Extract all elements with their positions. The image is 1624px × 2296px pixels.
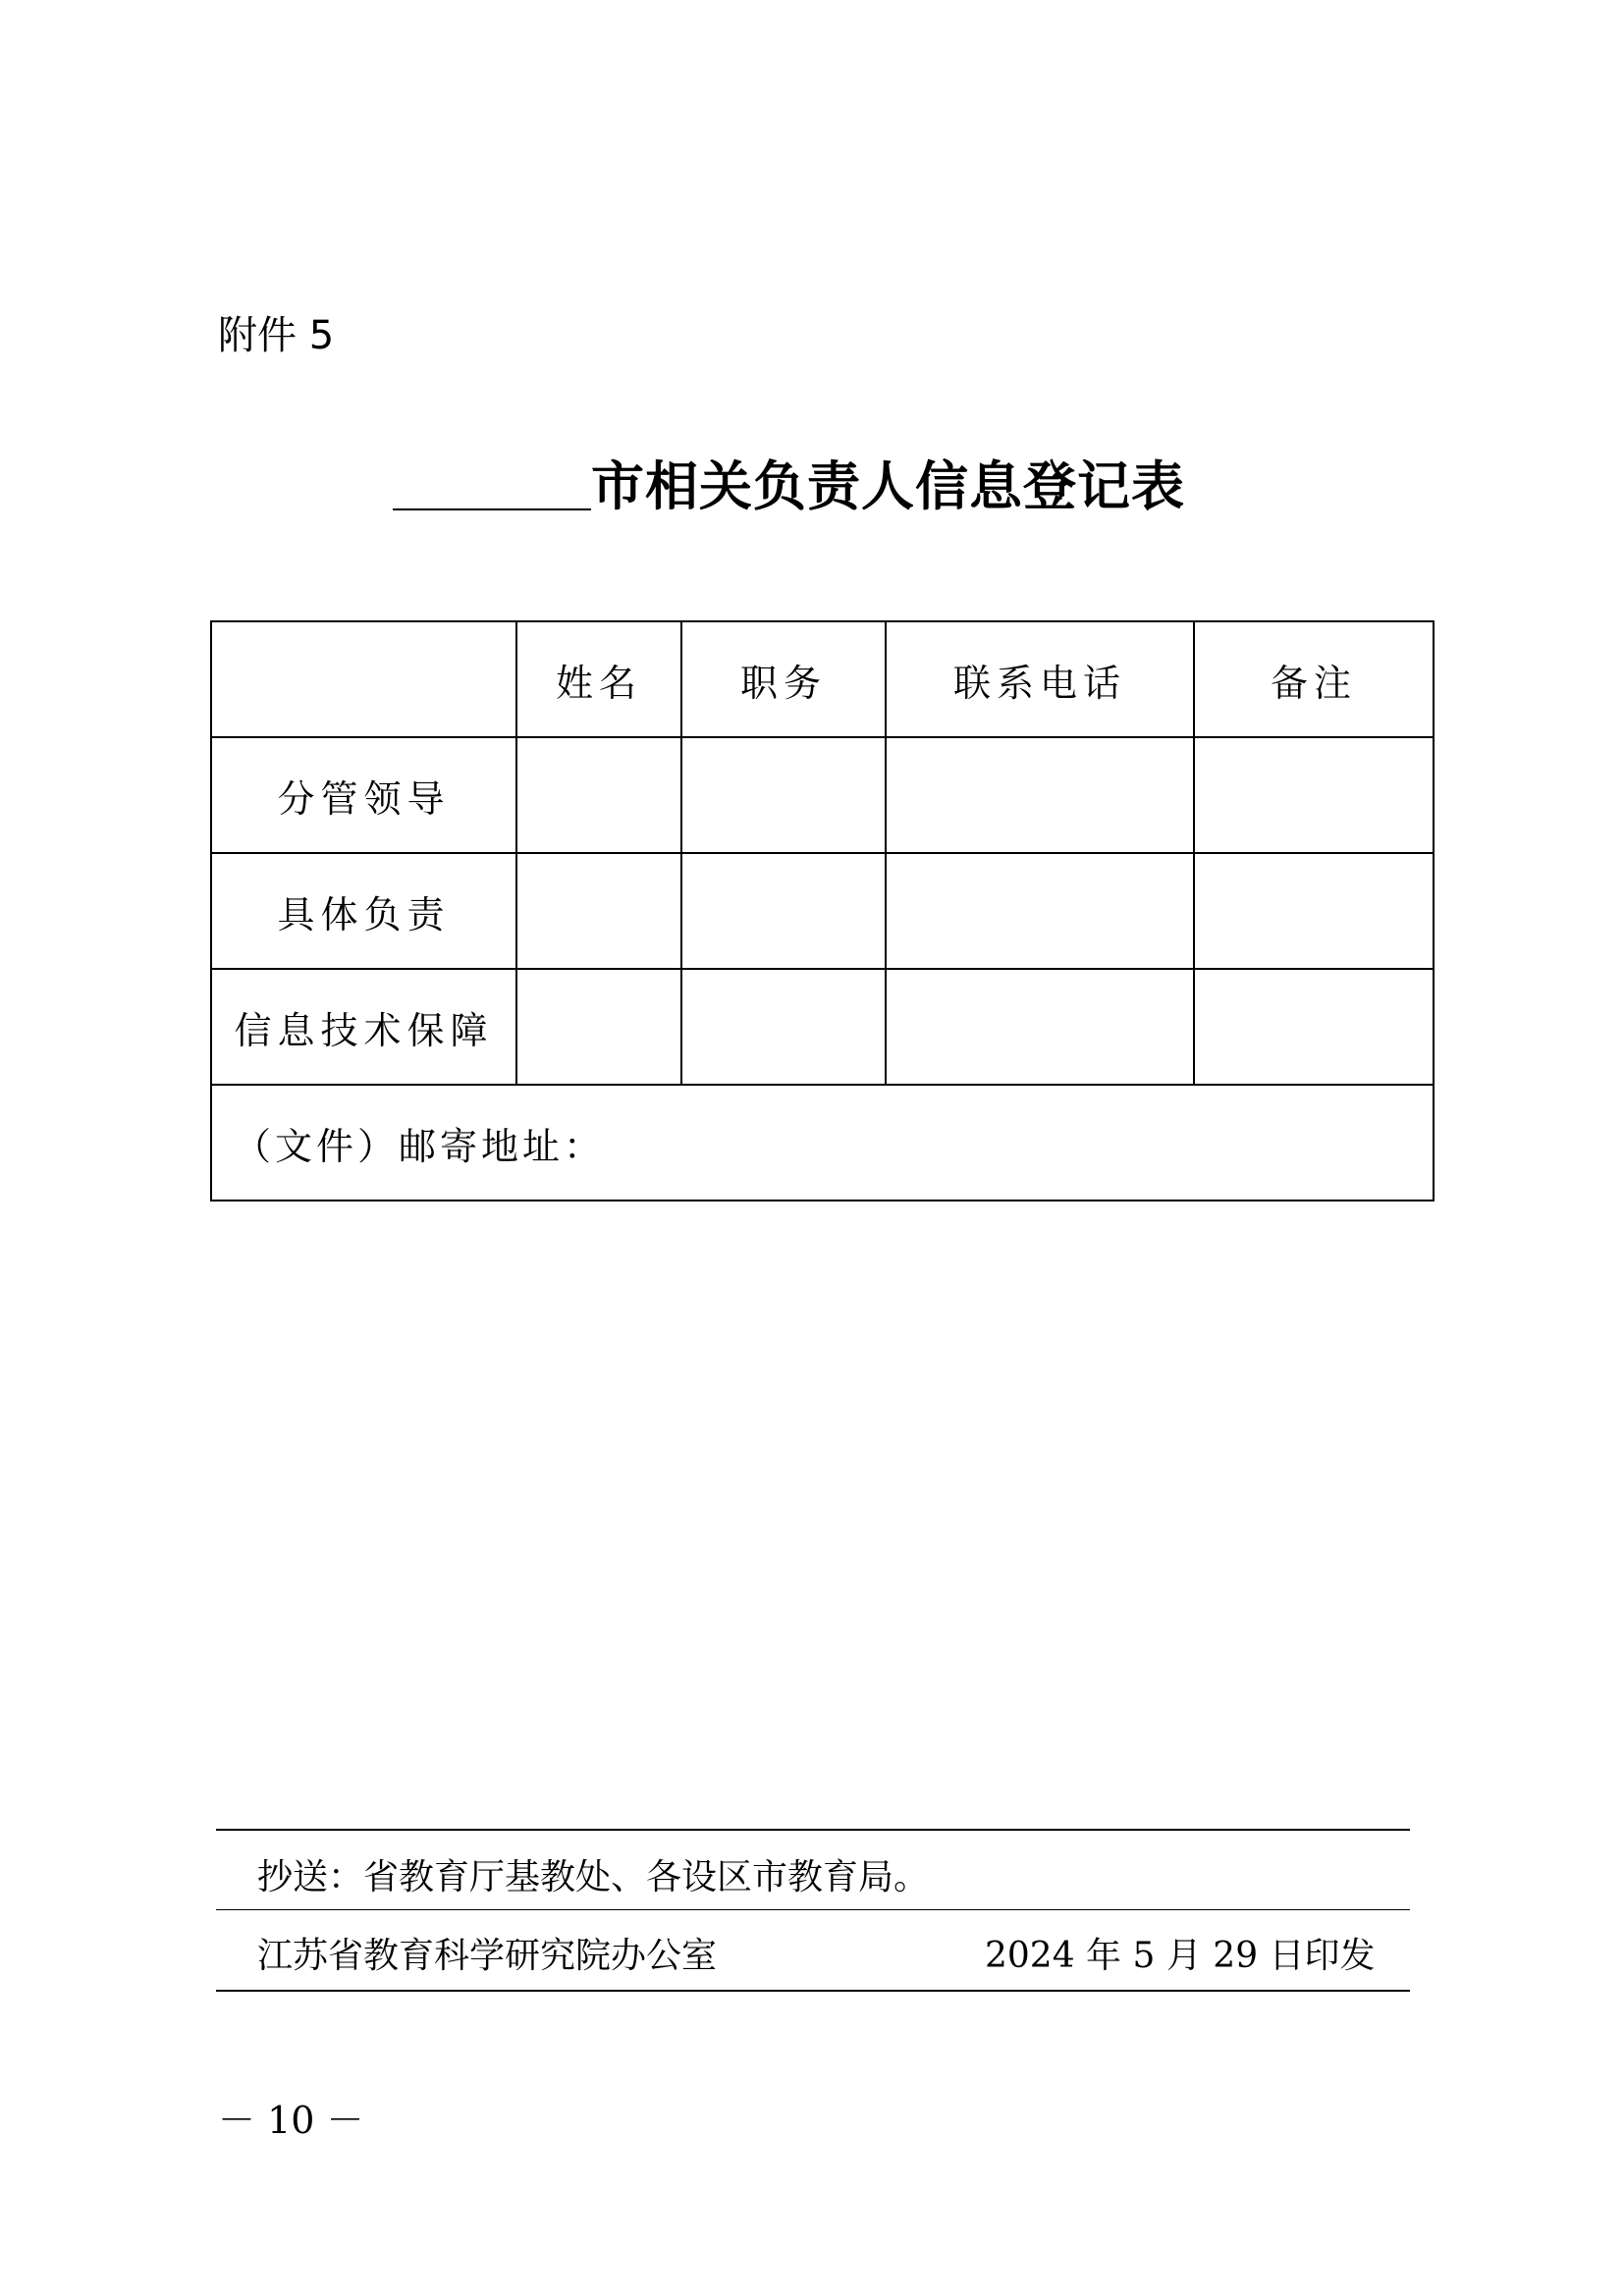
issuer-name: 江苏省教育科学研究院办公室 [257, 1936, 718, 1976]
table-row [211, 969, 1434, 1085]
name-cell[interactable] [516, 737, 681, 853]
row-label: 具体负责 [211, 853, 516, 969]
table-header-row [211, 621, 1434, 737]
remarks-cell[interactable] [1194, 853, 1434, 969]
issue-date: 2024 年 5 月 29 日印发 [985, 1936, 1376, 1976]
header-name: 姓名 [516, 621, 681, 737]
registration-table [210, 620, 1435, 1201]
header-phone: 联系电话 [886, 621, 1194, 737]
remarks-cell[interactable] [1194, 737, 1434, 853]
mailing-address-label: （文件）邮寄地址： [234, 1124, 606, 1168]
name-cell[interactable] [516, 969, 681, 1085]
position-cell[interactable] [681, 737, 886, 853]
footer-top-rule [216, 1829, 1410, 1831]
page-number: － 10 － [218, 2099, 364, 2142]
remarks-cell[interactable] [1194, 969, 1434, 1085]
document-title [393, 444, 1296, 522]
cc-line: 抄送：省教育厅基教处、各设区市教育局。 [257, 1857, 930, 1897]
mailing-address-cell[interactable] [211, 1085, 1434, 1201]
table-row [211, 737, 1434, 853]
phone-cell[interactable] [886, 853, 1194, 969]
phone-cell[interactable] [886, 737, 1194, 853]
title-text: 市相关负责人信息登记表 [591, 455, 1185, 517]
footer-bottom-rule [216, 1990, 1410, 1992]
phone-cell[interactable] [886, 969, 1194, 1085]
position-cell[interactable] [681, 853, 886, 969]
attachment-label: 附件 5 [218, 313, 335, 358]
header-position: 职务 [681, 621, 886, 737]
header-remarks: 备注 [1194, 621, 1434, 737]
position-cell[interactable] [681, 969, 886, 1085]
row-label: 信息技术保障 [211, 969, 516, 1085]
row-label: 分管领导 [211, 737, 516, 853]
footer-middle-rule [216, 1909, 1410, 1910]
address-row [211, 1085, 1434, 1201]
table-row [211, 853, 1434, 969]
title-fill-in-blank [393, 508, 591, 510]
name-cell[interactable] [516, 853, 681, 969]
header-corner-cell [211, 621, 516, 737]
